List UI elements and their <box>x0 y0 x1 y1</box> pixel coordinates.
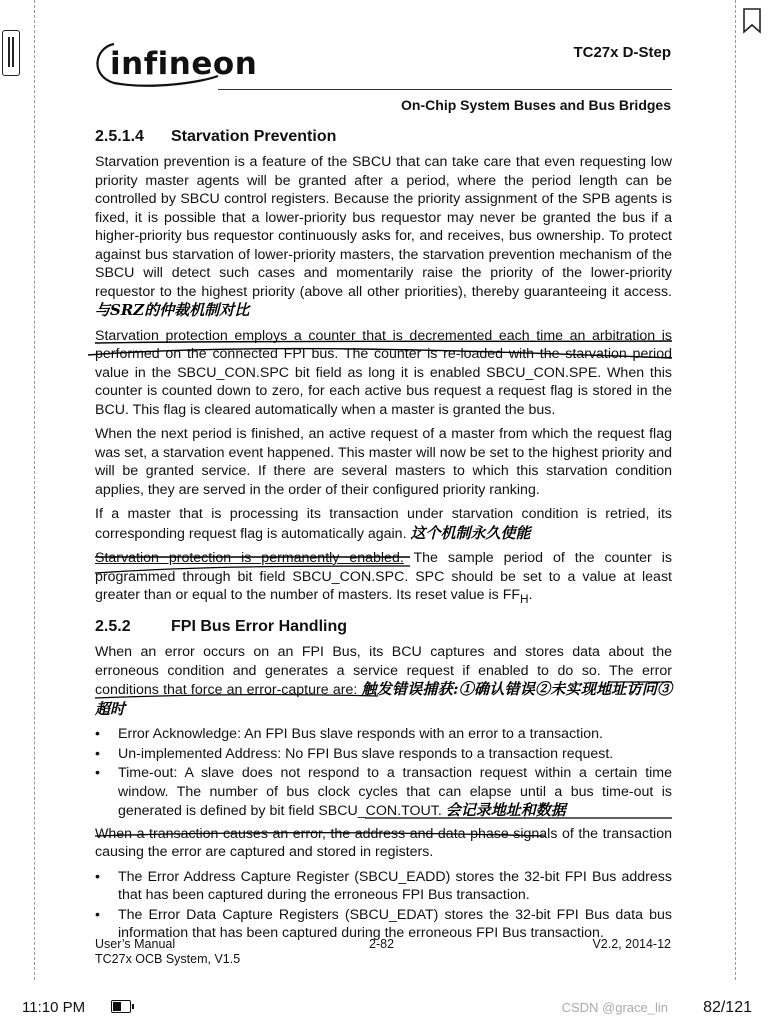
paragraph: Starvation protection employs a counter that is decremented each time an arbitration is performed on the connected FPI bus. The counter is re-loaded with the starvation period value in the SBCU_CON.SPC bit field as long it is enabled SBCU_CON.SPE. When this counter is counted down to zero, for each active bus request a request flag is stored in the BCU. This flag is cleared automatically when a master is granted the bus. <box>95 327 672 418</box>
underlined-text: Starvation protection is permanently enabled. <box>95 550 404 566</box>
page-indicator[interactable]: 82/121 <box>703 999 752 1016</box>
section-title: Starvation Prevention <box>171 128 337 145</box>
bookmark-icon[interactable] <box>742 8 762 34</box>
panel-toggle-icon[interactable] <box>2 30 20 76</box>
logo-text: infineon <box>110 46 258 82</box>
section-number: 2.5.2 <box>95 618 131 635</box>
clock: 11:10 PM <box>22 999 86 1016</box>
handwritten-note: 与SRZ的仲裁机制对比 <box>95 301 250 319</box>
paragraph: Starvation protection is permanently enabled. The sample period of the counter is programmed through bit field SBCU_CON.SPC. SPC should be set to a value at least greater than or equal to the number of masters. Its reset value is $FF_H$. <box>95 550 672 606</box>
list-item: • Error Acknowledge: An FPI Bus slave responds with an error to a transaction. <box>95 725 672 744</box>
paragraph: When an error occurs on an FPI Bus, its BCU captures and stores data about the erroneous condition and generates a service request if enabled to do so. The error conditions that force an error-capture are: 触发错误捕获:①确认错误②未实现地址访问③超时 <box>95 644 672 718</box>
page-margin-guide-right <box>735 0 736 980</box>
page-margin-guide-left <box>34 0 35 980</box>
capture-register-list <box>95 868 672 943</box>
list-item: • The Error Data Capture Registers (SBCU_EDAT) stores the 32-bit FPI Bus data bus information that has been captured during the erroneous FPI Bus transaction. <box>95 906 672 943</box>
footer-manual-name: User’s Manual <box>95 937 176 951</box>
battery-icon <box>111 1000 131 1013</box>
header-rule <box>218 89 672 90</box>
infineon-logo <box>92 38 258 88</box>
chapter-title: On-Chip System Buses and Bus Bridges <box>401 97 671 113</box>
handwritten-note: 这个机制永久使能 <box>410 523 531 542</box>
footer-left <box>95 937 240 967</box>
handwritten-note: 触发错误捕获:①确认错误②未实现地址访问③超时 <box>95 680 672 718</box>
paragraph: Starvation prevention is a feature of the SBCU that can take care that even requesting low priority master agents will be granted after a period, where the period length can be controlled by SBCU control registers. Because the priority assignment of the SPB agents is fixed, it is possible that a lower-priority bus requestor may never be granted the bus if a higher-priority bus requestor continuously asks for, and receives, bus ownership. To protect against bus starvation of lower-priority masters, the starvation prevention mechanism of the SBCU will detect such cases and momentarily raise the priority of the lower-priority requestor to the highest priority (above all other priorities), thereby guaranteeing it access. 与SRZ的仲裁机制对比 <box>95 154 672 319</box>
paragraph: When the next period is finished, an active request of a master from which the request flag was set, a starvation event happened. This master will now be set to the highest priority and will be granted service. If there are several masters to which this starvation condition applies, they are served in the order of their configured priority ranking. <box>95 426 672 498</box>
list-item: • The Error Address Capture Register (SBCU_EADD) stores the 32-bit FPI Bus address that has been captured during the erroneous FPI Bus transaction. <box>95 868 672 905</box>
footer-page-number: 2-82 <box>369 937 395 951</box>
paragraph: If a master that is processing its transaction under starvation condition is retried, its corresponding request flag is automatically again. 这个机制永久使能 <box>95 506 672 542</box>
section-number: 2.5.1.4 <box>95 128 144 145</box>
footer-doc-version: TC27x OCB System, V1.5 <box>95 952 241 966</box>
section-heading-fpi-error <box>95 618 347 636</box>
section-title: FPI Bus Error Handling <box>171 618 348 635</box>
fpi-error-body <box>95 643 672 947</box>
footer-revision: V2.2, 2014-12 <box>592 937 671 951</box>
status-bar <box>0 994 768 1024</box>
list-item: • Un-implemented Address: No FPI Bus slave responds to a transaction request. <box>95 745 672 764</box>
watermark: CSDN @grace_lin <box>561 1000 668 1015</box>
starvation-body <box>95 153 672 614</box>
doc-title: TC27x D-Step <box>573 44 671 61</box>
section-heading-starvation <box>95 128 336 146</box>
error-condition-list <box>95 725 672 821</box>
list-item: • Time-out: A slave does not respond to a transaction request within a certain time window. The number of bus clock cycles that can elapse until a bus time-out is generated is defined by bit field SBCU_CON.TOUT. 会记录地址和数据 <box>95 764 672 821</box>
paragraph: When a transaction causes an error, the address and data phase signals of the transaction causing the error are captured and stored in registers. <box>95 825 672 860</box>
handwritten-note: 会记录地址和数据 <box>445 801 566 819</box>
